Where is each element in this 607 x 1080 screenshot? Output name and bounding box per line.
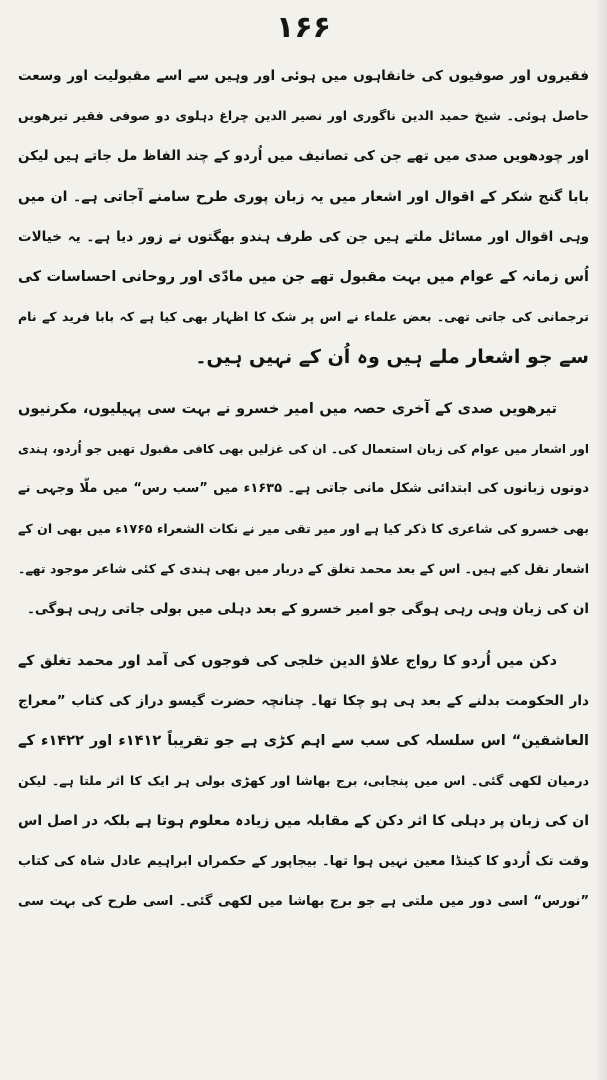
paragraph-2: [18, 389, 589, 630]
text-line: العاشقین“ اس سلسلہ کی سب سے اہم کڑی ہے جو تقریباً ۱۴۱۲ء اور ۱۴۲۲ء کے: [18, 733, 589, 749]
text-line: سے جو اشعار ملے ہیں وہ اُن کے نہیں ہیں۔: [195, 346, 589, 369]
paragraph-3: [18, 641, 589, 922]
text-line: وہی اقوال اور مسائل ملتے ہیں جن کی طرف ہندو بھگتوں نے زور دیا ہے۔ یہ خیالات: [18, 228, 589, 245]
text-line: وقت تک اُردو کا کینڈا معین نہیں ہوا تھا۔ بیجاپور کے حکمراں ابراہیم عادل شاہ کی کتاب: [18, 853, 589, 869]
text-line: حاصل ہوئی۔ شیخ حمید الدین ناگوری اور نصیر الدین چراغ دہلوی دو صوفی فقیر تیرھویں: [18, 108, 589, 124]
text-line: ترجمانی کی جاتی تھی۔ بعض علماء نے اس پر شک کا اظہار بھی کیا ہے کہ بابا فرید کے نام: [18, 309, 589, 325]
text-line: اور چودھویں صدی میں تھے جن کی تصانیف میں اُردو کے چند الفاظ مل جاتے ہیں لیکن: [18, 148, 589, 165]
text-line: درمیان لکھی گئی۔ اس میں پنجابی، برج بھاشا اور کھڑی بولی ہر ایک کا اثر ملتا ہے۔ لیکن: [18, 773, 589, 789]
text-line: اُس زمانہ کے عوام میں بہت مقبول تھے جن میں مادّی اور روحانی احساسات کی: [18, 268, 589, 285]
text-line: ان کی زبان پر دہلی کا اثر دکن کے مقابلہ میں زیادہ معلوم ہوتا ہے بلکہ در اصل اس: [18, 813, 589, 830]
text-line: دکن میں اُردو کا رواج علاؤ الدین خلجی کی فوجوں کی آمد اور محمد تغلق کے: [18, 652, 557, 669]
text-line: بابا گنج شکر کے اقوال اور اشعار میں یہ زبان پوری طرح سامنے آجاتی ہے۔ ان میں: [18, 188, 589, 205]
page-number: ۱۶۶: [276, 10, 331, 45]
text-line: دونوں زبانوں کی ابتدائی شکل مانی جاتی ہے۔ ۱۶۳۵ء میں ”سب رس“ میں ملّا وجہی نے: [18, 480, 589, 496]
text-line: اشعار نقل کیے ہیں۔ اس کے بعد محمد تغلق کے دربار میں بھی ہندی کے کئی شاعر موجود تھے۔: [18, 561, 589, 577]
text-line: ان کی زبان وہی رہی ہوگی جو امیر خسرو کے بعد دہلی میں بولی جاتی رہی ہوگی۔: [26, 601, 589, 618]
paragraph-1: [18, 56, 589, 378]
text-line: ”نورس“ اسی دور میں ملتی ہے جو برج بھاشا میں لکھی گئی۔ اسی طرح کی بہت سی: [18, 893, 589, 909]
page-body: [18, 56, 589, 922]
text-line: فقیروں اور صوفیوں کی خانقاہوں میں ہوئی اور وہیں سے اسے مقبولیت اور وسعت: [18, 68, 589, 84]
text-line: دار الحکومت بدلنے کے بعد ہی ہو چکا تھا۔ چنانچہ حضرت گیسو دراز کی کتاب ”معراج: [18, 692, 589, 709]
page-edge-shadow: [595, 0, 607, 1080]
text-line: اور اشعار میں عوام کی زبان استعمال کی۔ ان کی غزلیں بھی کافی مقبول تھیں جو اُردو، ہندی: [18, 441, 589, 456]
text-line: تیرھویں صدی کے آخری حصہ میں امیر خسرو نے بہت سی پہیلیوں، مکرنیوں: [18, 400, 557, 417]
text-line: بھی خسرو کی شاعری کا ذکر کیا ہے اور میر تقی میر نے نکات الشعراء ۱۷۶۵ء میں بھی ان کے: [18, 521, 589, 537]
